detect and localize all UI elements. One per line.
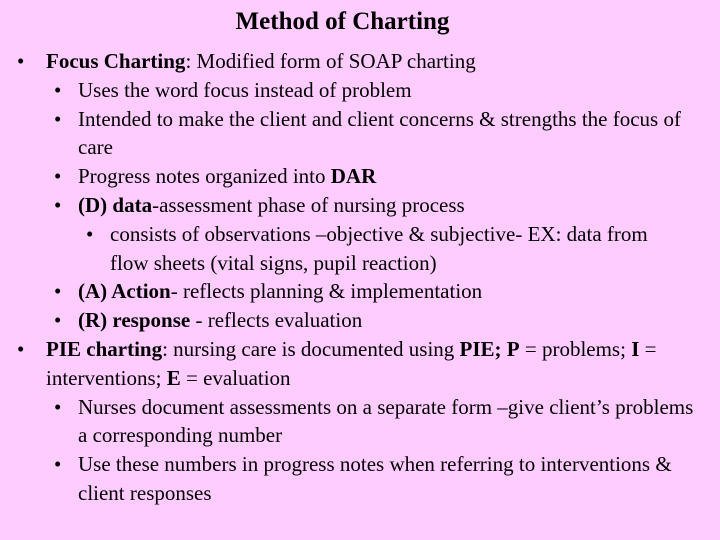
bullet-icon: • <box>86 221 94 246</box>
text: -assessment phase of nursing process <box>152 192 465 217</box>
bullet-item-level-2 <box>0 306 720 335</box>
text: = evaluation <box>180 365 291 390</box>
text: : nursing care is documented using <box>162 336 460 361</box>
text: Nurses document assessments on a separate form –give client’s problems a corresponding number <box>78 394 694 448</box>
bullet-item-level-2 <box>0 76 720 105</box>
bullet-icon: • <box>17 336 25 361</box>
bullet-item-level-3 <box>0 220 720 278</box>
bullet-icon: • <box>54 308 62 333</box>
bold-text: PIE; P <box>459 336 520 361</box>
bold-text: Focus Charting <box>46 49 186 73</box>
bullet-item-level-2 <box>0 162 720 191</box>
bullet-icon: • <box>54 164 62 189</box>
text: - reflects evaluation <box>190 308 363 333</box>
bullet-item-level-2 <box>0 105 720 163</box>
bold-text: (A) Action <box>78 279 171 304</box>
text: = interventions; <box>46 336 657 390</box>
text: : Modified form of SOAP charting <box>185 49 476 73</box>
text: = problems; <box>519 336 632 361</box>
bold-text: E <box>166 365 181 390</box>
slide-content <box>0 47 720 508</box>
slide-title: Method of Charting <box>235 8 450 35</box>
text: - reflects planning & implementation <box>170 279 483 304</box>
bullet-item-level-1 <box>0 335 720 393</box>
bold-text: PIE charting <box>46 336 163 361</box>
bold-text: (R) response <box>78 308 191 333</box>
bullet-icon: • <box>54 452 62 477</box>
bullet-item-level-2 <box>0 191 720 220</box>
text: Intended to make the client and client concerns & strengths the focus of care <box>78 106 681 160</box>
bullet-icon: • <box>54 192 62 217</box>
bullet-icon: • <box>54 279 62 304</box>
bold-text: DAR <box>330 164 377 189</box>
bullet-item-level-1 <box>0 47 720 76</box>
bold-text: (D) data <box>78 192 153 217</box>
bullet-icon: • <box>54 394 62 419</box>
bullet-item-level-2 <box>0 277 720 306</box>
bullet-item-level-2 <box>0 393 720 451</box>
text: consists of observations –objective & subjective- EX: data from flow sheets (vital signs, pupil reaction) <box>110 221 648 275</box>
bullet-icon: • <box>54 106 62 131</box>
bullet-item-level-2 <box>0 450 720 508</box>
bullet-icon: • <box>17 49 25 73</box>
bullet-icon: • <box>54 77 62 102</box>
text: Uses the word focus instead of problem <box>78 77 412 102</box>
text: Use these numbers in progress notes when referring to interventions & client responses <box>78 452 672 505</box>
bold-text: I <box>631 336 640 361</box>
text: Progress notes organized into <box>78 164 331 189</box>
